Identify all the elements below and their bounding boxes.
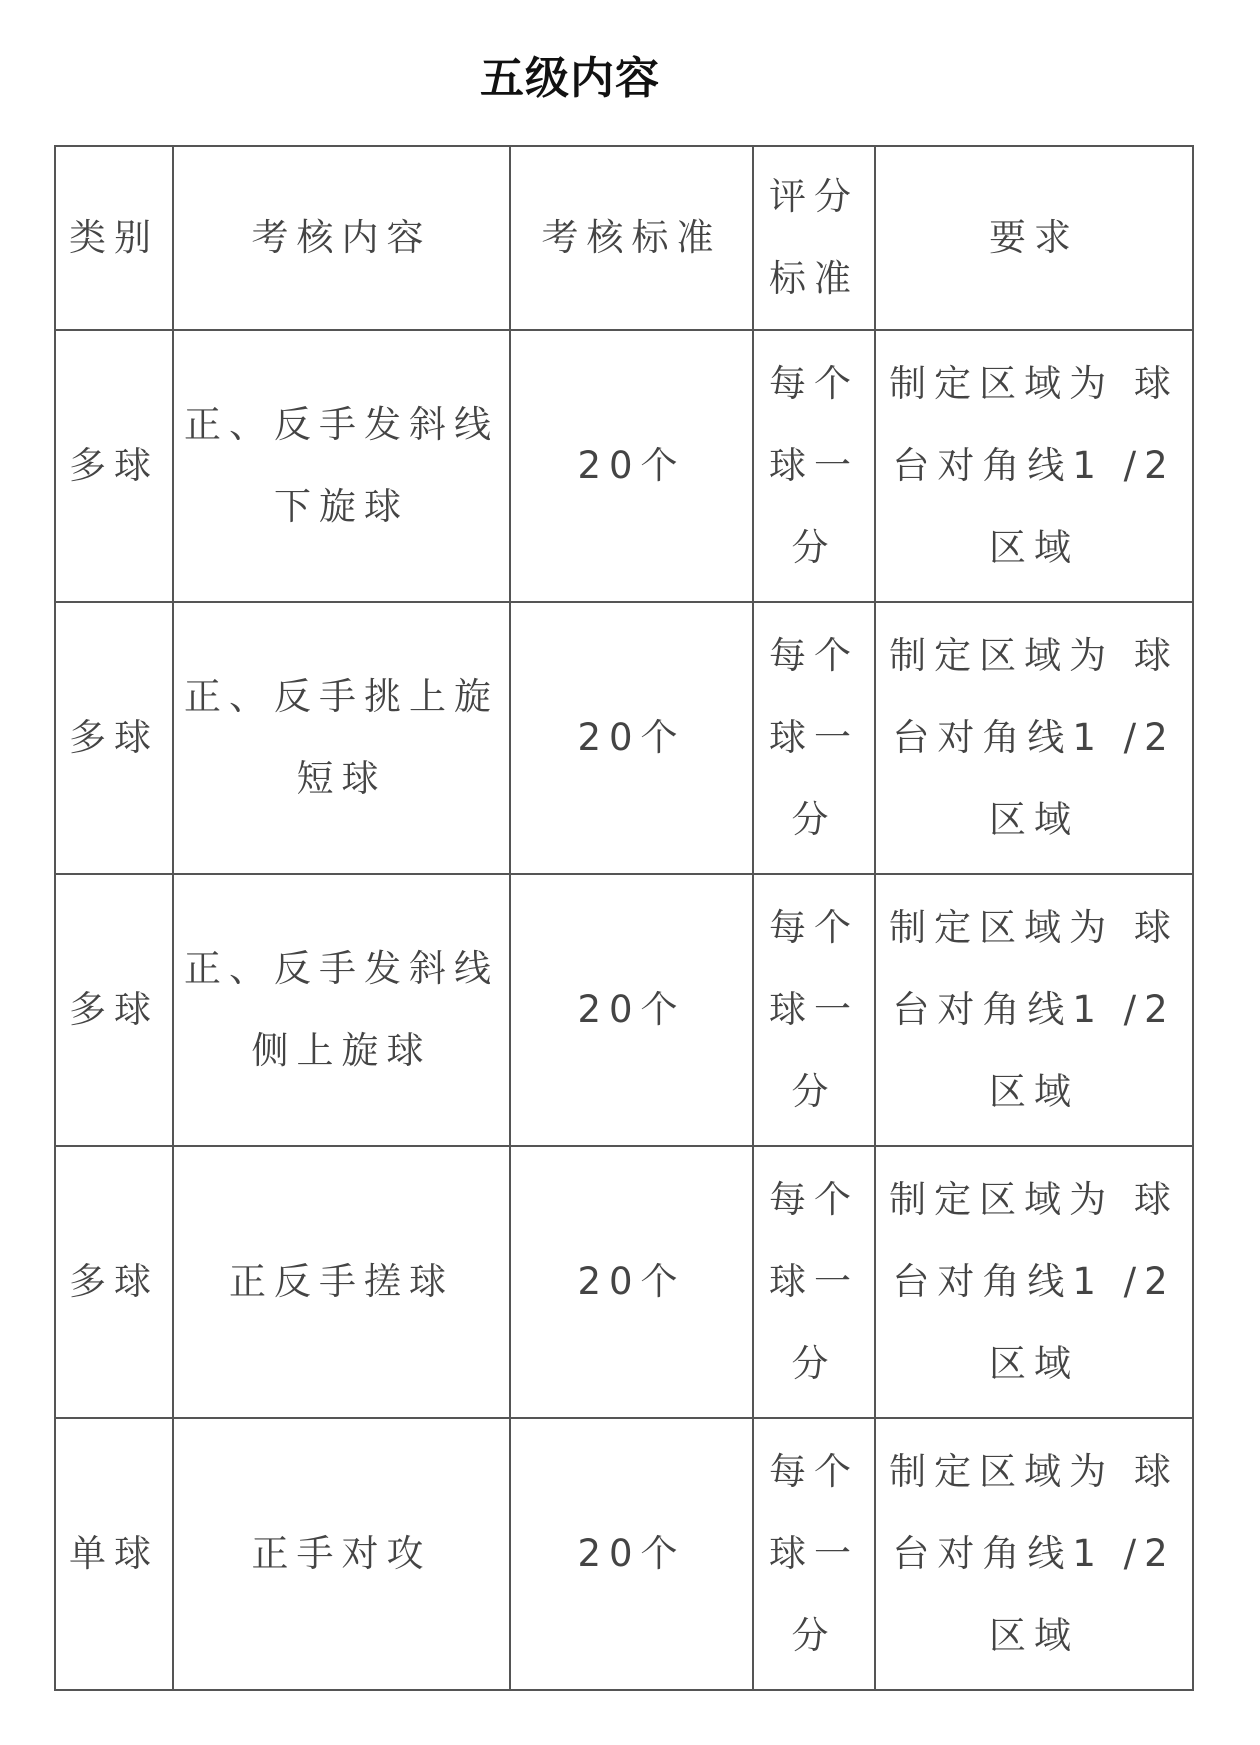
row-content: 正手对攻 xyxy=(173,1418,510,1690)
row-requirement: 制定区域为 球台对角线1 /2区域 xyxy=(875,874,1193,1146)
row-content: 正、反手发斜线下旋球 xyxy=(173,330,510,602)
row-content: 正反手搓球 xyxy=(173,1146,510,1418)
table-row xyxy=(55,602,1193,874)
row-standard: 20个 xyxy=(510,602,753,874)
page-title: 五级内容 xyxy=(480,53,660,104)
row-standard: 20个 xyxy=(510,330,753,602)
header-requirement: 要求 xyxy=(875,146,1193,330)
header-standard: 考核标准 xyxy=(510,146,753,330)
table-row xyxy=(55,874,1193,1146)
row-category: 多球 xyxy=(55,874,173,1146)
header-category: 类别 xyxy=(55,146,173,330)
row-category: 多球 xyxy=(55,1146,173,1418)
row-scoring: 每个球一分 xyxy=(753,1146,875,1418)
row-category: 单球 xyxy=(55,1418,173,1690)
table-row xyxy=(55,330,1193,602)
assessment-table xyxy=(54,145,1194,1691)
row-content: 正、反手挑上旋短球 xyxy=(173,602,510,874)
row-category: 多球 xyxy=(55,330,173,602)
table-header-row xyxy=(55,146,1193,330)
row-scoring: 每个球一分 xyxy=(753,330,875,602)
row-standard: 20个 xyxy=(510,874,753,1146)
table-row xyxy=(55,1146,1193,1418)
table-row xyxy=(55,1418,1193,1690)
row-scoring: 每个球一分 xyxy=(753,1418,875,1690)
row-standard: 20个 xyxy=(510,1418,753,1690)
row-scoring: 每个球一分 xyxy=(753,602,875,874)
row-standard: 20个 xyxy=(510,1146,753,1418)
row-requirement: 制定区域为 球台对角线1 /2区域 xyxy=(875,1418,1193,1690)
row-content: 正、反手发斜线侧上旋球 xyxy=(173,874,510,1146)
header-content: 考核内容 xyxy=(173,146,510,330)
row-requirement: 制定区域为 球台对角线1 /2区域 xyxy=(875,602,1193,874)
row-category: 多球 xyxy=(55,602,173,874)
row-requirement: 制定区域为 球台对角线1 /2区域 xyxy=(875,1146,1193,1418)
header-scoring: 评分标准 xyxy=(753,146,875,330)
row-requirement: 制定区域为 球台对角线1 /2区域 xyxy=(875,330,1193,602)
row-scoring: 每个球一分 xyxy=(753,874,875,1146)
